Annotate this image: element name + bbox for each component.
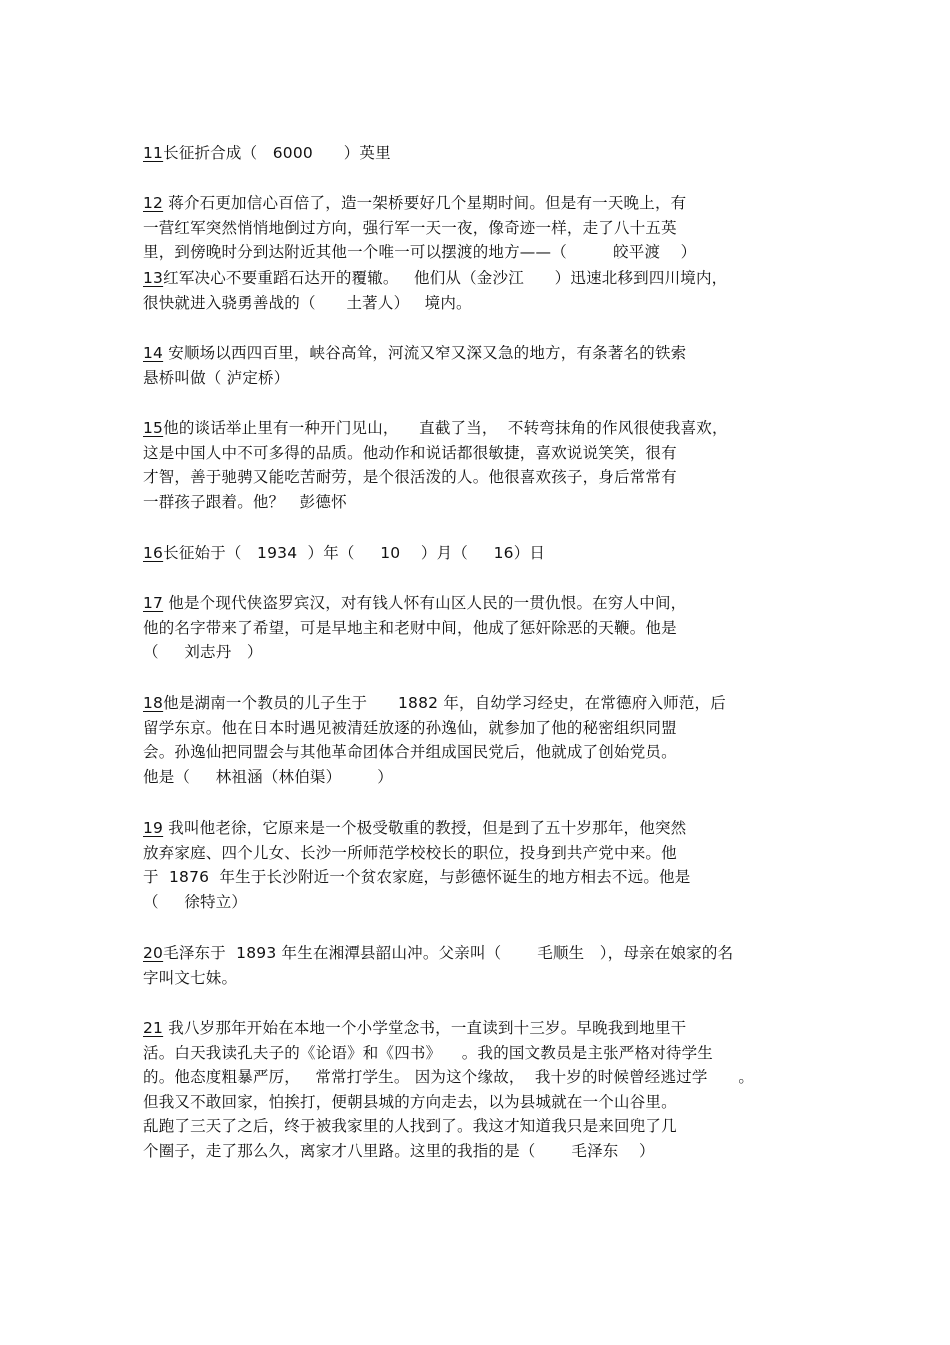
- question-text: 长征始于（ 1934 ）年（ 10 ）月（ 16）日: [163, 544, 546, 562]
- question-line: [143, 141, 823, 166]
- question-text: 他是个现代侠盗罗宾汉，对有钱人怀有山区人民的一贯仇恨。在穷人中间，: [163, 594, 687, 612]
- question-line: [143, 416, 823, 441]
- question-text: 字叫文七妹。: [143, 968, 238, 987]
- question-text: 我八岁那年开始在本地一个小学堂念书，一直读到十三岁。早晚我到地里干: [163, 1019, 687, 1037]
- question-text: 于 1876 年生于长沙附近一个贫农家庭，与彭德怀诞生的地方相去不远。他是: [143, 868, 691, 886]
- question-number: 21: [143, 1019, 164, 1037]
- question-text: 放弃家庭、四个儿女、长沙一所师范学校校长的职位，投身到共产党中来。他: [143, 843, 677, 862]
- question-text: 安顺场以西四百里，峡谷高耸，河流又窄又深又急的地方，有条著名的铁索: [163, 344, 687, 362]
- question-text: 悬桥叫做（ 泸定桥）: [143, 368, 290, 387]
- question-text: （ 刘志丹 ）: [143, 643, 263, 661]
- question-number: 14: [143, 344, 164, 362]
- question-20: [143, 941, 823, 990]
- question-line: [143, 591, 823, 616]
- question-line: [143, 816, 823, 841]
- question-14: [143, 341, 823, 390]
- question-text: 他是（ 林祖涵（林伯渠） ）: [143, 767, 393, 786]
- question-text: 毛泽东于 1893 年生在湘潭县韶山冲。父亲叫（ 毛顺生 ），母亲在娘家的名: [163, 944, 734, 962]
- question-number: 17: [143, 594, 164, 612]
- question-number: 18: [143, 694, 164, 712]
- question-16: [143, 541, 823, 566]
- question-15: [143, 416, 823, 514]
- question-number: 15: [143, 419, 164, 437]
- question-text: 才智，善于驰骋又能吃苦耐劳，是个很活泼的人。他很喜欢孩子，身后常常有: [143, 468, 677, 486]
- question-text: 长征折合成（ 6000 ）英里: [163, 144, 391, 162]
- question-line: [143, 341, 823, 366]
- question-number: 20: [143, 944, 164, 962]
- question-text: （ 徐特立）: [143, 892, 248, 911]
- question-11: [143, 141, 823, 166]
- question-17: [143, 591, 823, 665]
- question-18: [143, 691, 823, 789]
- question-number: 16: [143, 544, 164, 562]
- question-12: [143, 191, 823, 265]
- question-text: 但我又不敢回家，怕挨打，便朝县城的方向走去，以为县城就在一个山谷里。: [143, 1092, 677, 1111]
- question-text: 活。白天我读孔夫子的《论语》和《四书》 。我的国文教员是主张严格对待学生: [143, 1043, 714, 1062]
- question-text: 里，到傍晚时分到达附近其他一个唯一可以摆渡的地方——（ 皎平渡 ）: [143, 243, 697, 261]
- question-text: 留学东京。他在日本时遇见被清廷放逐的孙逸仙，就参加了他的秘密组织同盟: [143, 718, 677, 737]
- question-text: 蒋介石更加信心百倍了，造一架桥要好几个星期时间。但是有一天晚上，有: [163, 194, 687, 212]
- question-text: 很快就进入骁勇善战的（ 土著人） 境内。: [143, 293, 472, 312]
- question-text: 个圈子，走了那么久，离家才八里路。这里的我指的是（ 毛泽东 ）: [143, 1141, 655, 1160]
- question-text: 的。他态度粗暴严厉， 常常打学生。 因为这个缘故， 我十岁的时候曾经逃过学 。: [143, 1068, 755, 1086]
- question-line: [143, 691, 823, 716]
- question-21: [143, 1016, 823, 1163]
- question-text: 他的名字带来了希望，可是早地主和老财中间，他成了惩奸除恶的天鞭。他是: [143, 618, 677, 637]
- question-text: 一群孩子跟着。他？ 彭德怀: [143, 492, 347, 511]
- question-number: 12: [143, 194, 164, 212]
- question-text: 一营红军突然悄悄地倒过方向，强行军一天一夜，像奇迹一样，走了八十五英: [143, 218, 677, 237]
- question-line: [143, 541, 823, 566]
- question-13: [143, 266, 823, 315]
- question-number: 19: [143, 819, 164, 837]
- question-line: [143, 266, 823, 291]
- question-text: 这是中国人中不可多得的品质。他动作和说话都很敏捷，喜欢说说笑笑，很有: [143, 443, 677, 462]
- question-number: 11: [143, 144, 164, 162]
- question-text: 乱跑了三天了之后，终于被我家里的人找到了。我这才知道我只是来回兜了几: [143, 1117, 677, 1135]
- question-number: 13: [143, 269, 164, 287]
- question-text: 会。孙逸仙把同盟会与其他革命团体合并组成国民党后，他就成了创始党员。: [143, 743, 677, 761]
- question-text: 他的谈话举止里有一种开门见山， 直截了当， 不转弯抹角的作风很使我喜欢，: [163, 419, 728, 437]
- question-text: 我叫他老徐，它原来是一个极受敬重的教授，但是到了五十岁那年，他突然: [163, 819, 687, 837]
- question-line: [143, 941, 823, 966]
- question-line: [143, 191, 823, 216]
- question-line: [143, 1016, 823, 1041]
- question-19: [143, 816, 823, 914]
- question-text: 红军决心不要重蹈石达开的覆辙。 他们从（金沙江 ）迅速北移到四川境内，: [163, 269, 728, 287]
- question-text: 他是湖南一个教员的儿子生于 1882 年，自幼学习经史，在常德府入师范，后: [163, 694, 726, 712]
